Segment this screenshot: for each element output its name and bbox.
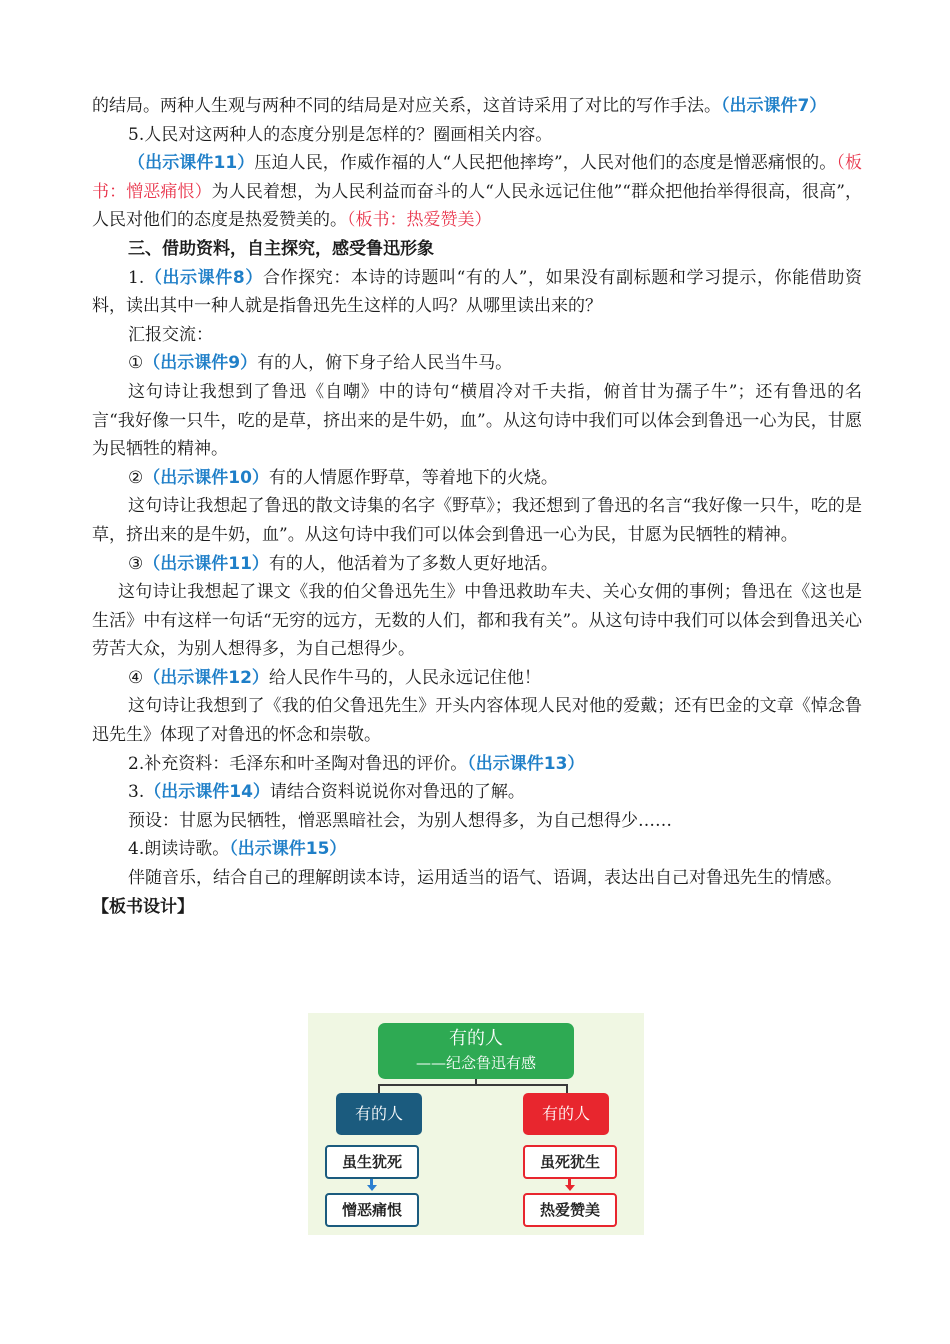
- text-run-kai: 给人民作牛马的，人民永远记住他！: [268, 667, 541, 688]
- left-head: 有的人: [336, 1093, 422, 1135]
- text-run: 2.补充资料：毛泽东和叶圣陶对鲁迅的评价。: [128, 753, 468, 774]
- text-run-blue: （出示课件12）: [143, 667, 269, 688]
- text-run: 这句诗让我想起了鲁迅的散文诗集的名字《野草》；我还想到了鲁迅的名言“我好像一只牛，吃的是草，挤出来的是牛奶，血”。从这句诗中我们可以体会到鲁迅一心为民，甘愿为民牺牲的精神。: [92, 496, 862, 545]
- text-run: 汇报交流：: [128, 324, 213, 345]
- left-box-2: 憎恶痛恨: [325, 1193, 419, 1227]
- text-run: 1.: [128, 267, 145, 288]
- document-body: [92, 92, 862, 921]
- paragraph: [92, 349, 862, 378]
- text-run-blue: （出示课件15）: [229, 839, 347, 860]
- text-run-blue: （出示课件10）: [143, 467, 269, 488]
- paragraph: [92, 92, 862, 121]
- text-run: 压迫人民，作威作福的人“人民把他摔垮”，人民对他们的态度是憎恶痛恨的。: [254, 153, 837, 174]
- diagram-title: 有的人: [449, 1028, 503, 1049]
- diagram-title-box: [378, 1023, 574, 1079]
- text-run: 请结合资料说说你对鲁迅的了解。: [269, 782, 525, 803]
- text-run: 的结局。两种人生观与两种不同的结局是对应关系，这首诗采用了对比的写作手法。: [92, 96, 721, 116]
- text-run: 4.朗读诗歌。: [128, 839, 230, 860]
- text-run: 5.人民对这两种人的态度分别是怎样的？圈画相关内容。: [128, 124, 553, 145]
- diagram-subtitle: ——纪念鲁迅有感: [415, 1054, 536, 1072]
- text-run-blue: （出示课件11）: [128, 153, 255, 174]
- right-box-1: 虽死犹生: [523, 1145, 617, 1179]
- text-run-red: （板书：憎恶痛恨）: [92, 153, 862, 202]
- right-arrow-icon: [565, 1185, 575, 1191]
- paragraph: [92, 121, 862, 150]
- paragraph: [92, 492, 862, 549]
- text-run-kai: 有的人情愿作野草，等着地下的火烧。: [268, 467, 558, 488]
- board-design-heading: [92, 893, 862, 922]
- text-run: 预设：甘愿为民牺牲，憎恶黑暗社会，为别人想得多，为自己想得少……: [128, 810, 672, 831]
- text-run-blue: （出示课件8）: [144, 267, 263, 288]
- text-run-red: （板书：热爱赞美）: [347, 210, 492, 231]
- text-run: ④: [128, 667, 144, 688]
- left-arrow-icon: [367, 1185, 377, 1191]
- paragraph: [92, 578, 862, 664]
- paragraph: [92, 464, 862, 493]
- paragraph: [92, 807, 862, 836]
- text-run: 这句诗让我想到了鲁迅《自嘲》中的诗句“横眉冷对千夫指，俯首甘为孺子牛”；还有鲁迅的名言“我好像一只牛，吃的是草，挤出来的是牛奶，血”。从这句诗中我们可以体会到鲁迅一心为民，甘愿为民牺牲的精神。: [92, 381, 862, 460]
- text-run: 合作探究：本诗的诗题叫“有的人”，如果没有副标题和学习提示，你能借助资料，读出其中一种人就是指鲁迅先生这样的人吗？从哪里读出来的？: [92, 267, 862, 317]
- text-run-kai: 有的人，俯下身子给人民当牛马。: [257, 353, 513, 374]
- text-run: 伴随音乐，结合自己的理解朗读本诗，运用适当的语气、语调，表达出自己对鲁迅先生的情感。: [128, 868, 842, 889]
- text-run-blue: （出示课件13）: [467, 753, 585, 774]
- text-run: 这句诗让我想起了课文《我的伯父鲁迅先生》中鲁迅救助车夫、关心女佣的事例；鲁迅在《这也是生活》中有这样一句话“无穷的远方，无数的人们，都和我有关”。从这句诗中我们可以体会到鲁迅关心劳苦大众，为别人想得多，为自己想得少。: [92, 582, 862, 660]
- text-run: ①: [128, 353, 144, 374]
- section-heading: [92, 235, 862, 264]
- paragraph: [92, 692, 862, 749]
- text-run: 3.: [128, 782, 145, 803]
- text-run: 为人民着想，为人民利益而奋斗的人“人民永远记住他”“群众把他抬举得很高，很高”，人民对他们的态度是热爱赞美的。: [92, 181, 863, 231]
- paragraph: [92, 550, 862, 579]
- text-run-bold: 【板书设计】: [92, 896, 194, 917]
- paragraph: [92, 149, 862, 235]
- text-run-blue: （出示课件11）: [143, 553, 269, 574]
- text-run-blue: （出示课件14）: [144, 782, 270, 803]
- text-run: ③: [128, 553, 144, 574]
- text-run: ②: [128, 467, 144, 488]
- paragraph: [92, 778, 862, 807]
- paragraph: [92, 321, 862, 350]
- text-run: 这句诗让我想到了《我的伯父鲁迅先生》开头内容体现人民对他的爱戴；还有巴金的文章《悼念鲁迅先生》体现了对鲁迅的怀念和崇敬。: [92, 696, 862, 746]
- paragraph: [92, 664, 862, 693]
- text-run-blue: （出示课件7）: [721, 96, 827, 116]
- paragraph: [92, 750, 862, 779]
- paragraph: [92, 835, 862, 864]
- text-run-kai: 有的人，他活着为了多数人更好地活。: [268, 553, 558, 574]
- paragraph: [92, 264, 862, 321]
- right-box-2: 热爱赞美: [523, 1193, 617, 1227]
- right-head: 有的人: [523, 1093, 609, 1135]
- connector-horizontal: [378, 1084, 568, 1086]
- text-run-blue: （出示课件9）: [143, 353, 258, 374]
- text-run-bold: 三、借助资料，自主探究，感受鲁迅形象: [128, 238, 434, 259]
- board-diagram: [308, 1013, 644, 1235]
- paragraph: [92, 378, 862, 464]
- left-box-1: 虽生犹死: [325, 1145, 419, 1179]
- paragraph: [92, 864, 862, 893]
